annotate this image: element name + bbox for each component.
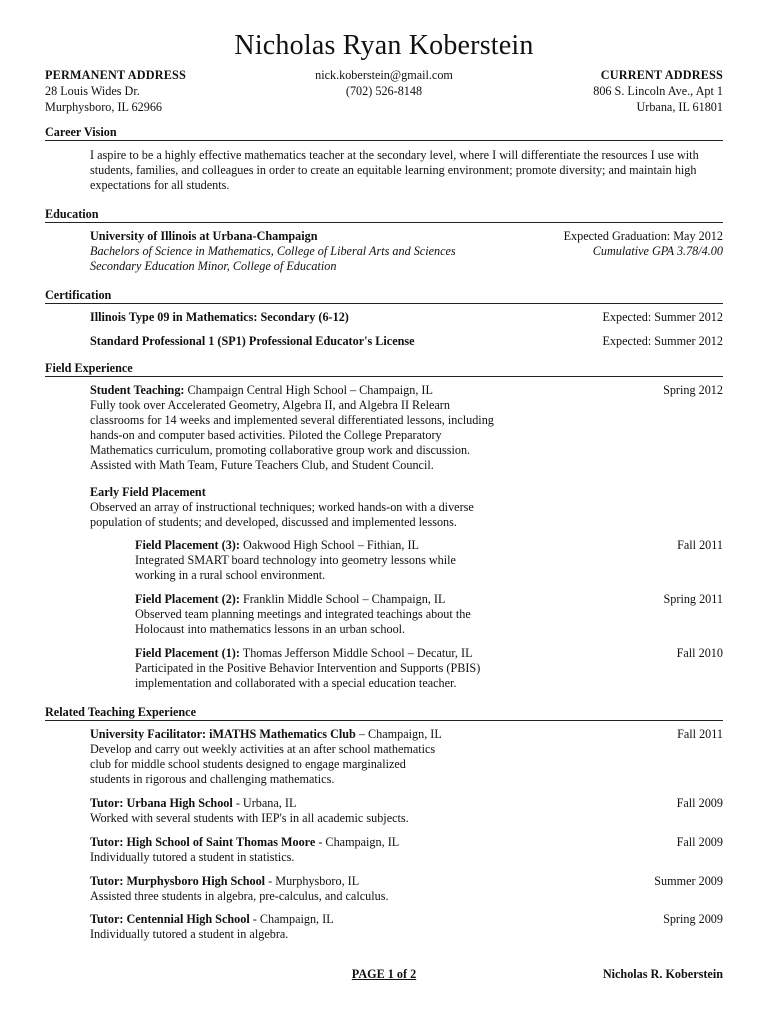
related-item-centennial: [90, 912, 723, 942]
related-item-label: Tutor: High School of Saint Thomas Moore: [90, 835, 316, 849]
certification-date-2: Expected: Summer 2012: [602, 334, 723, 348]
student-teaching-line: hands-on and computer based activities. Piloted the College Preparatory: [90, 428, 442, 442]
certification-name-2: Standard Professional 1 (SP1) Professional Educator's License: [90, 334, 415, 348]
early-field-line: Observed an array of instructional techniques; worked hands-on with a diverse: [90, 500, 474, 514]
related-item-line: Assisted three students in algebra, pre-calculus, and calculus.: [90, 889, 389, 903]
section-title-education: Education: [45, 207, 723, 223]
related-item-date: Fall 2009: [676, 835, 723, 849]
education-minor: Secondary Education Minor, College of Education: [90, 259, 337, 273]
early-field-label: Early Field Placement: [90, 485, 206, 499]
related-item-murphysboro: [90, 874, 723, 904]
related-item-label: Tutor: Urbana High School: [90, 796, 233, 810]
related-item-place: - Urbana, IL: [232, 796, 297, 810]
field-placement-line: implementation and collaborated with a special education teacher.: [135, 676, 457, 690]
field-placement-3: [135, 538, 723, 583]
related-item-date: Fall 2009: [676, 796, 723, 810]
student-teaching-line: Assisted with Math Team, Future Teachers Club, and Student Council.: [90, 458, 434, 472]
student-teaching-date: Spring 2012: [663, 383, 723, 397]
related-item-place: – Champaign, IL: [355, 727, 442, 741]
phone: (702) 526-8148: [345, 84, 423, 98]
field-placement-line: working in a rural school environment.: [135, 568, 326, 582]
education-row-1: [90, 229, 723, 244]
education-graduation: Expected Graduation: May 2012: [563, 229, 723, 243]
student-teaching-label: Student Teaching:: [90, 383, 185, 397]
email: nick.koberstein@gmail.com: [315, 68, 453, 82]
field-placement-line: Holocaust into mathematics lessons in an urban school.: [135, 622, 406, 636]
student-teaching-block: [90, 383, 723, 473]
field-placement-line: Observed team planning meetings and integrated teachings about the: [135, 607, 471, 621]
certification-name-1: Illinois Type 09 in Mathematics: Secondary (6-12): [90, 310, 349, 324]
education-gpa: Cumulative GPA 3.78/4.00: [592, 244, 723, 258]
resume-name: Nicholas Ryan Koberstein: [234, 30, 534, 61]
field-placement-line: Integrated SMART board technology into geometry lessons while: [135, 553, 456, 567]
student-teaching-line: Mathematics curriculum, promoting collaborative group work and discussion.: [90, 443, 471, 457]
related-item-saint-thomas: [90, 835, 723, 865]
career-vision-text: [90, 148, 723, 193]
current-address-label: CURRENT ADDRESS: [600, 68, 723, 82]
related-item-date: Summer 2009: [654, 874, 723, 888]
related-item-label: Tutor: Murphysboro High School: [90, 874, 266, 888]
page-number: PAGE 1 of 2: [351, 967, 417, 981]
section-title-career-vision: Career Vision: [45, 125, 723, 141]
current-address-line1: 806 S. Lincoln Ave., Apt 1: [593, 84, 723, 98]
related-item-line: Worked with several students with IEP's in all academic subjects.: [90, 811, 409, 825]
early-field-line: population of students; and developed, discussed and implemented lessons.: [90, 515, 457, 529]
field-placement-date: Fall 2010: [676, 646, 723, 660]
education-degree: Bachelors of Science in Mathematics, College of Liberal Arts and Sciences: [90, 244, 456, 258]
related-item-place: - Champaign, IL: [249, 912, 334, 926]
education-school: University of Illinois at Urbana-Champaign: [90, 229, 318, 243]
resume-page: [45, 0, 723, 1024]
related-item-facilitator: [90, 727, 723, 787]
permanent-address-line2: Murphysboro, IL 62966: [45, 100, 163, 114]
related-item-label: University Facilitator: iMATHS Mathematics Club: [90, 727, 356, 741]
permanent-address-line1: 28 Louis Wides Dr.: [45, 84, 140, 98]
student-teaching-line: Fully took over Accelerated Geometry, Algebra II, and Algebra II Relearn: [90, 398, 450, 412]
field-placement-date: Spring 2011: [663, 592, 723, 606]
early-field-block: [90, 485, 723, 530]
section-title-certification: Certification: [45, 288, 723, 304]
career-vision-paragraph: I aspire to be a highly effective mathematics teacher at the secondary level, where I will differentiate the resources I use with students, families, and colleagues in order to create an equitable learning environment; promote diversity; and maintain high expectations for all students.: [90, 148, 699, 192]
certification-item-1: [90, 310, 723, 325]
current-address: [593, 67, 723, 115]
field-placement-1: [135, 646, 723, 691]
related-item-place: - Champaign, IL: [315, 835, 400, 849]
related-item-date: Spring 2009: [663, 912, 723, 926]
field-placement-label: Field Placement (1):: [135, 646, 240, 660]
related-item-line: Individually tutored a student in algebra.: [90, 927, 289, 941]
certification-date-1: Expected: Summer 2012: [602, 310, 723, 324]
related-item-place: - Murphysboro, IL: [265, 874, 360, 888]
related-item-date: Fall 2011: [677, 727, 723, 741]
education-row-2: [90, 244, 723, 259]
education-block: [90, 229, 723, 274]
student-teaching-line: classrooms for 14 weeks and implemented several differentiated lessons, including: [90, 413, 494, 427]
student-teaching-place: Champaign Central High School – Champaign, IL: [184, 383, 433, 397]
field-placement-place: Oakwood High School – Fithian, IL: [239, 538, 419, 552]
section-title-related-teaching: Related Teaching Experience: [45, 705, 723, 721]
related-item-line: Individually tutored a student in statistics.: [90, 850, 295, 864]
field-placement-date: Fall 2011: [677, 538, 723, 552]
field-placement-place: Thomas Jefferson Middle School – Decatur, IL: [239, 646, 473, 660]
related-item-label: Tutor: Centennial High School: [90, 912, 250, 926]
contact-header: [45, 67, 723, 117]
related-item-line: club for middle school students designed to engage marginalized: [90, 757, 406, 771]
current-address-line2: Urbana, IL 61801: [636, 100, 723, 114]
footer-name: Nicholas R. Koberstein: [602, 967, 723, 981]
field-placement-place: Franklin Middle School – Champaign, IL: [239, 592, 446, 606]
related-item-line: Develop and carry out weekly activities at an after school mathematics: [90, 742, 436, 756]
field-placement-label: Field Placement (2):: [135, 592, 240, 606]
field-placement-label: Field Placement (3):: [135, 538, 240, 552]
field-placement-2: [135, 592, 723, 637]
certification-item-2: [90, 334, 723, 349]
section-title-field-experience: Field Experience: [45, 361, 723, 377]
education-row-3: [90, 259, 723, 274]
related-item-line: students in rigorous and challenging mathematics.: [90, 772, 335, 786]
related-item-urbana: [90, 796, 723, 826]
permanent-address-label: PERMANENT ADDRESS: [45, 68, 186, 82]
field-placement-line: Participated in the Positive Behavior Intervention and Supports (PBIS): [135, 661, 481, 675]
